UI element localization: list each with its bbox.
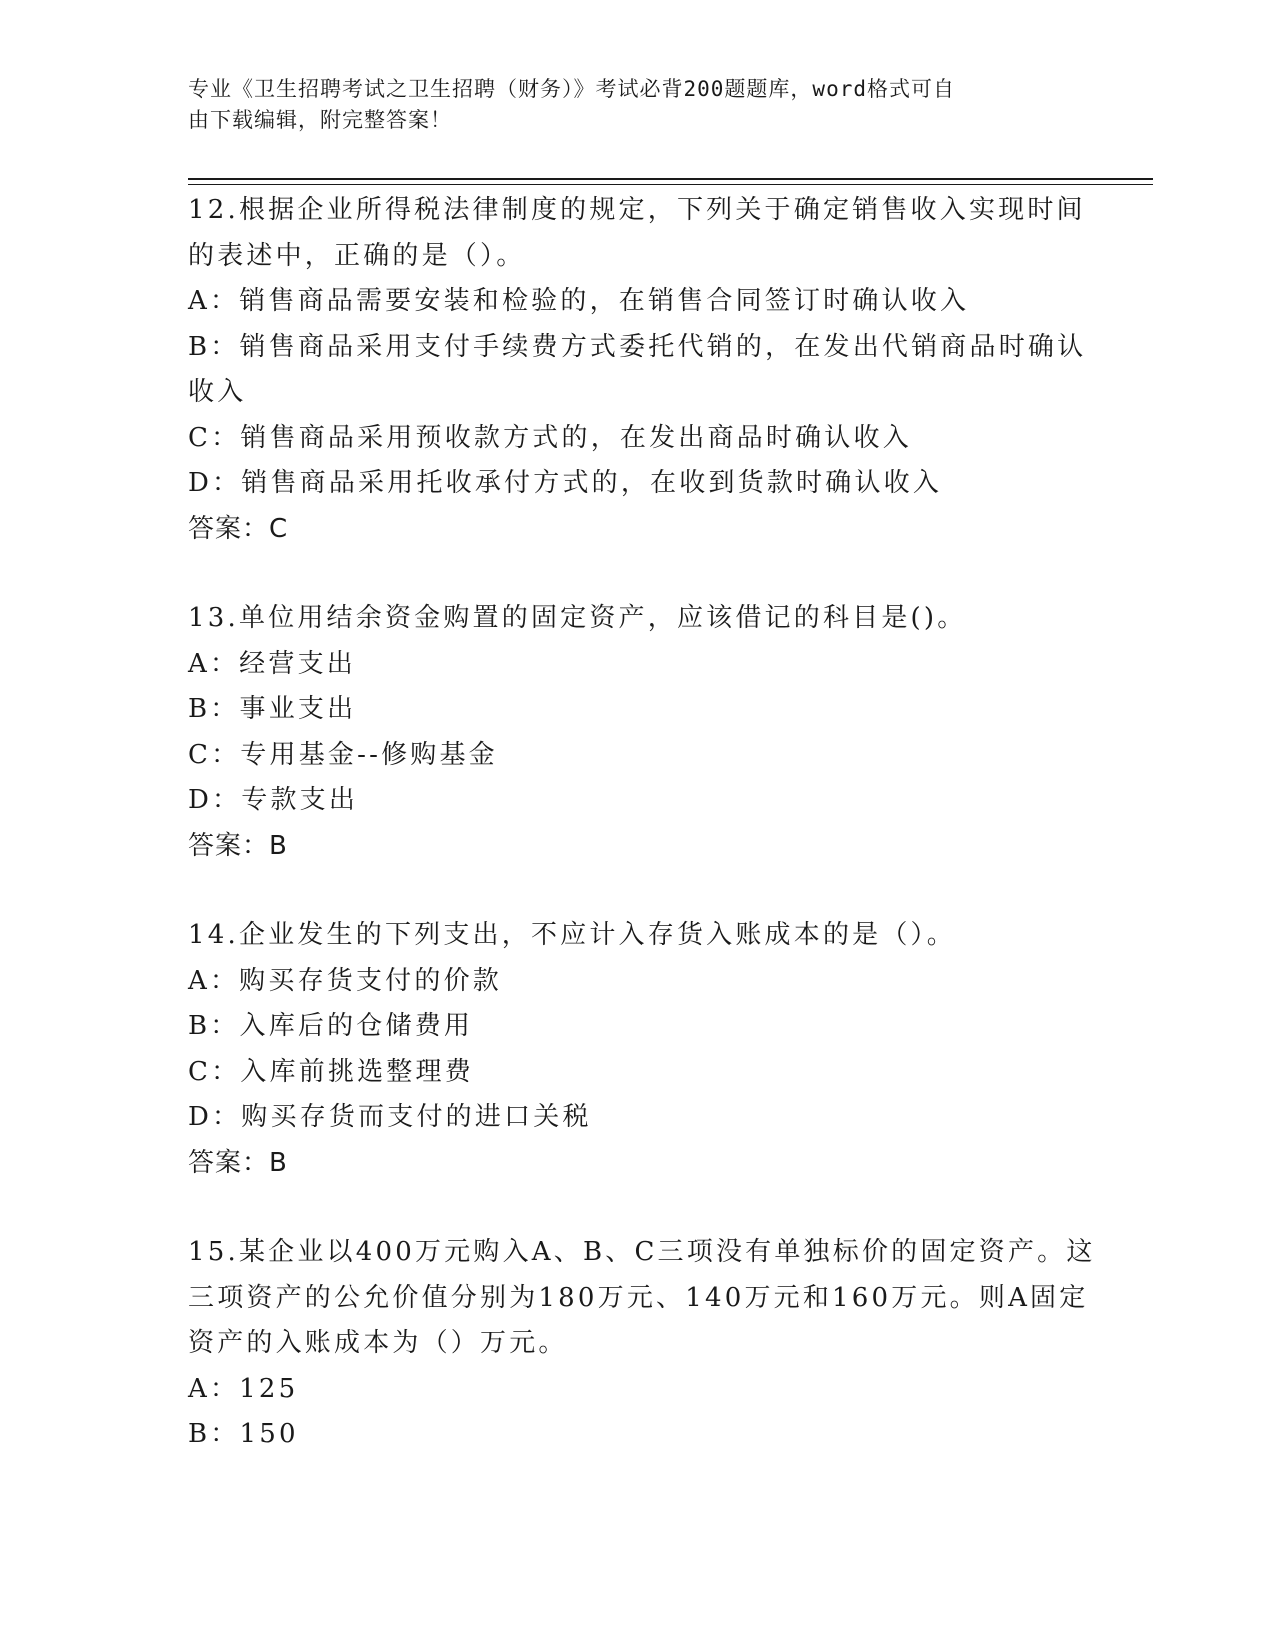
question-item xyxy=(188,913,1088,1186)
question-stem-line: 15.某企业以400万元购入A、B、C三项没有单独标价的固定资产。这 xyxy=(188,1237,1096,1267)
option-d: D：购买存货而支付的进口关税 xyxy=(188,1102,592,1132)
option-a: A：125 xyxy=(188,1373,299,1404)
option-c: C：销售商品采用预收款方式的，在发出商品时确认收入 xyxy=(188,422,912,453)
question-list xyxy=(188,188,1096,1502)
option-c: C：专用基金--修购基金 xyxy=(188,739,498,770)
header-divider-thin xyxy=(188,184,1153,185)
question-stem-line: 12.根据企业所得税法律制度的规定，下列关于确定销售收入实现时间 xyxy=(188,195,1086,225)
header-line: 由下载编辑，附完整答案！ xyxy=(188,108,452,132)
document-header xyxy=(188,74,1068,136)
answer-label: 答案：C xyxy=(188,513,289,544)
option-d: D：销售商品采用托收承付方式的，在收到货款时确认收入 xyxy=(188,468,943,498)
question-stem-line: 三项资产的公允价值分别为180万元、140万元和160万元。则A固定 xyxy=(188,1282,1089,1313)
answer-label: 答案：B xyxy=(188,1147,288,1178)
question-stem-line: 资产的入账成本为（）万元。 xyxy=(188,1328,568,1358)
question-item xyxy=(188,188,1088,552)
option-b-continued: 收入 xyxy=(188,377,247,407)
question-stem-line: 的表述中，正确的是（）。 xyxy=(188,240,526,271)
question-stem-line: 14.企业发生的下列支出，不应计入存货入账成本的是（）。 xyxy=(188,920,956,950)
question-item xyxy=(188,596,1088,869)
option-a: A：购买存货支付的价款 xyxy=(188,965,502,996)
header-divider-thick xyxy=(188,178,1153,180)
answer-label: 答案：B xyxy=(188,830,288,861)
question-stem-line: 13.单位用结余资金购置的固定资产，应该借记的科目是()。 xyxy=(188,603,967,633)
option-a: A：经营支出 xyxy=(188,648,356,679)
option-a: A：销售商品需要安装和检验的，在销售合同签订时确认收入 xyxy=(188,286,970,316)
header-line: 专业《卫生招聘考试之卫生招聘（财务）》考试必背200题题库，word格式可自 xyxy=(188,77,955,101)
option-c: C：入库前挑选整理费 xyxy=(188,1056,474,1087)
option-b: B：150 xyxy=(188,1419,299,1449)
option-b: B：事业支出 xyxy=(188,694,357,724)
option-b: B：入库后的仓储费用 xyxy=(188,1011,474,1041)
option-d: D：专款支出 xyxy=(188,785,359,815)
option-b: B：销售商品采用支付手续费方式委托代销的，在发出代销商品时确认 xyxy=(188,331,1087,362)
question-item xyxy=(188,1230,1096,1458)
